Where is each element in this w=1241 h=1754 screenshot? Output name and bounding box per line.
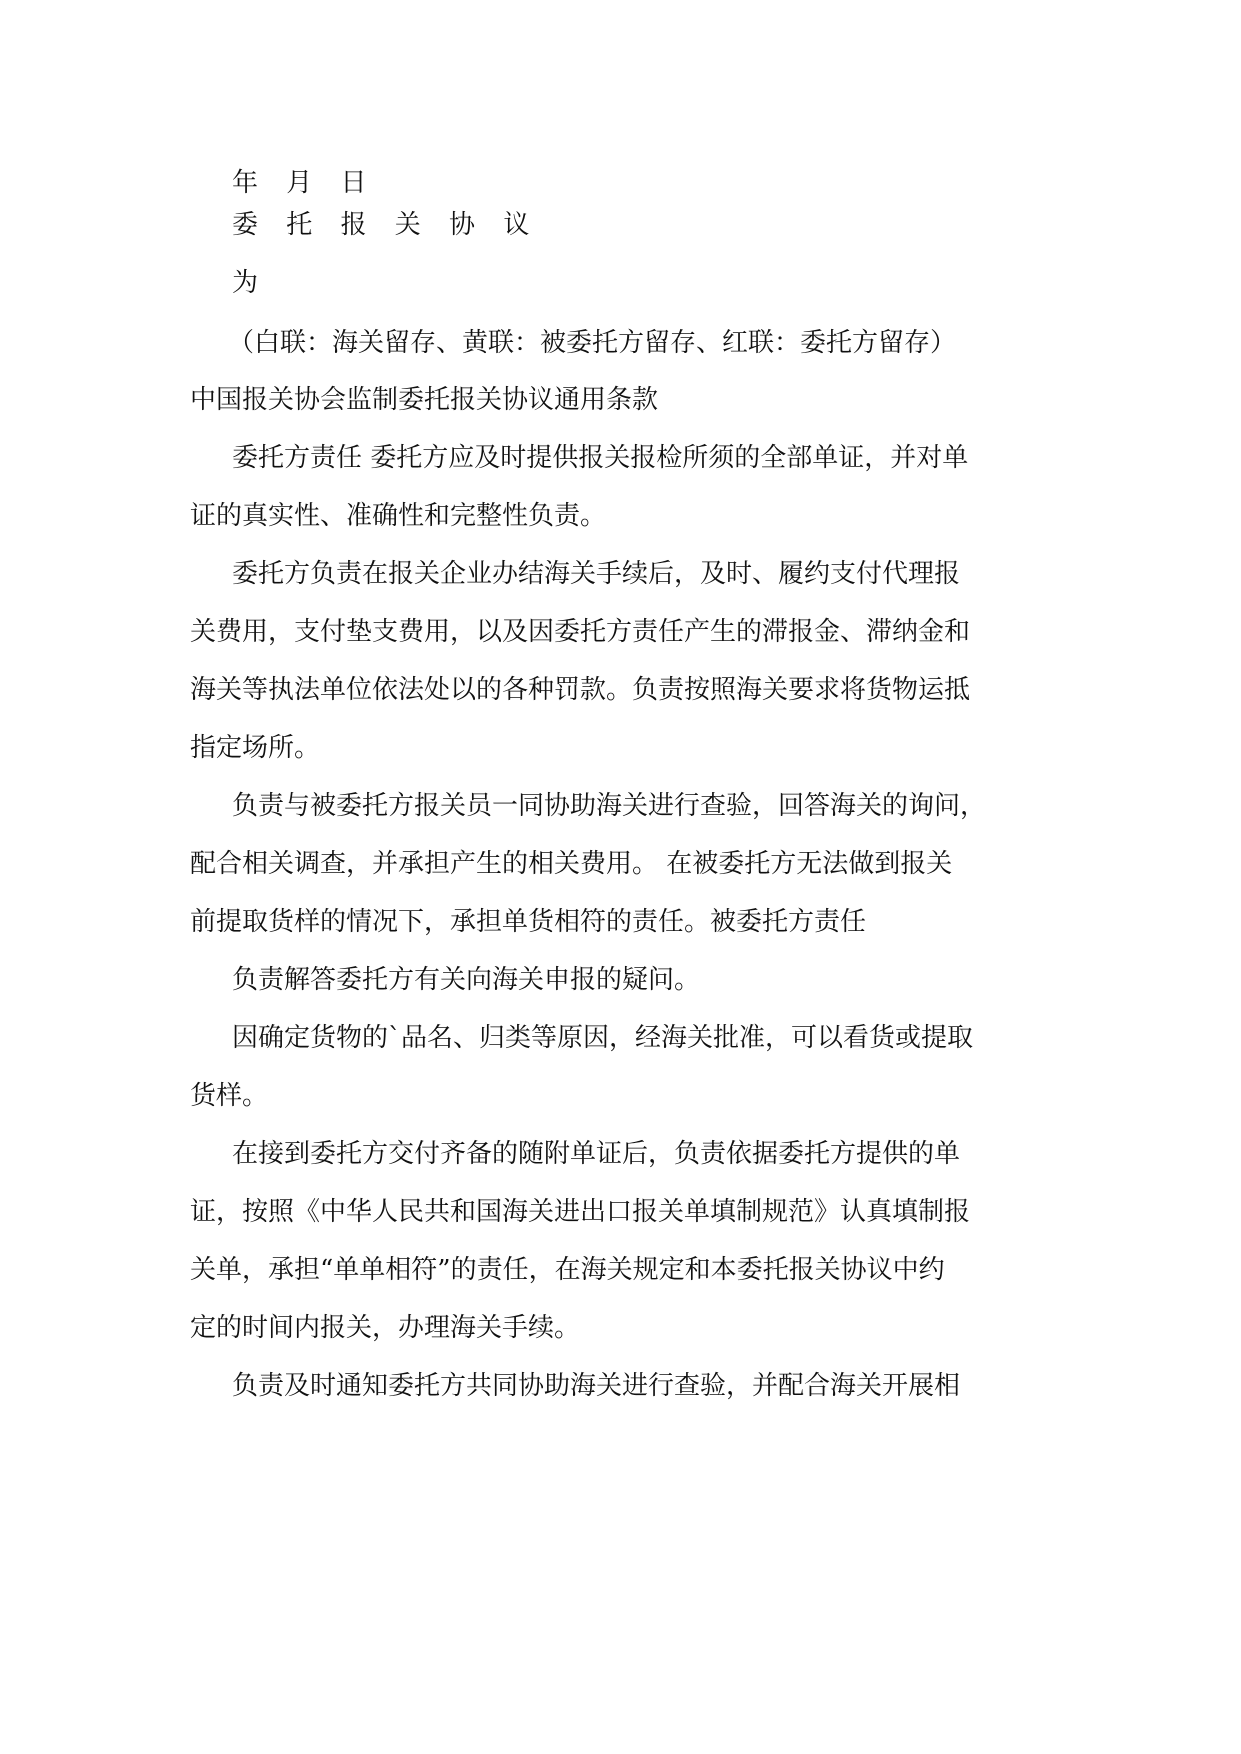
- paragraph-line: 关单，承担“单单相符”的责任，在海关规定和本委托报关协议中约: [190, 1255, 945, 1285]
- paragraph-line: 负责解答委托方有关向海关申报的疑问。: [232, 965, 701, 995]
- paragraph-line: 指定场所。: [190, 733, 321, 763]
- paragraph-line: 委托方负责在报关企业办结海关手续后，及时、履约支付代理报: [232, 559, 961, 589]
- paragraph-line: 前提取货样的情况下，承担单货相符的责任。被委托方责任: [190, 907, 867, 937]
- paragraph-line: 在接到委托方交付齐备的随附单证后，负责依据委托方提供的单: [232, 1139, 961, 1169]
- paragraph-line: 负责及时通知委托方共同协助海关进行查验，并配合海关开展相: [232, 1371, 961, 1401]
- paragraph-line: 证，按照《中华人民共和国海关进出口报关单填制规范》认真填制报: [190, 1197, 971, 1227]
- paragraph-line: 委托方责任 委托方应及时提供报关报检所须的全部单证，并对单: [232, 443, 969, 473]
- paragraph-line: 海关等执法单位依法处以的各种罚款。负责按照海关要求将货物运抵: [190, 675, 971, 705]
- paragraph-line: 因确定货物的`品名、归类等原因，经海关批准，可以看货或提取: [232, 1023, 974, 1053]
- wei-line: 为: [232, 268, 259, 298]
- paragraph-line: 定的时间内报关，办理海关手续。: [190, 1313, 581, 1343]
- paragraph-line: 负责与被委托方报关员一同协助海关进行查验，回答海关的询问，: [232, 791, 987, 821]
- paragraph-line: 关费用，支付垫支费用，以及因委托方责任产生的滞报金、滞纳金和: [190, 617, 971, 647]
- copies-note: （白联：海关留存、黄联：被委托方留存、红联：委托方留存）: [228, 328, 957, 358]
- date-line: 年 月 日: [232, 168, 377, 198]
- paragraph-line: 配合相关调查，并承担产生的相关费用。 在被委托方无法做到报关: [190, 849, 953, 879]
- document-title: 委 托 报 关 协 议: [232, 210, 540, 240]
- subtitle: 中国报关协会监制委托报关协议通用条款: [190, 385, 659, 415]
- paragraph-line: 证的真实性、准确性和完整性负责。: [190, 501, 607, 531]
- paragraph-line: 货样。: [190, 1081, 269, 1111]
